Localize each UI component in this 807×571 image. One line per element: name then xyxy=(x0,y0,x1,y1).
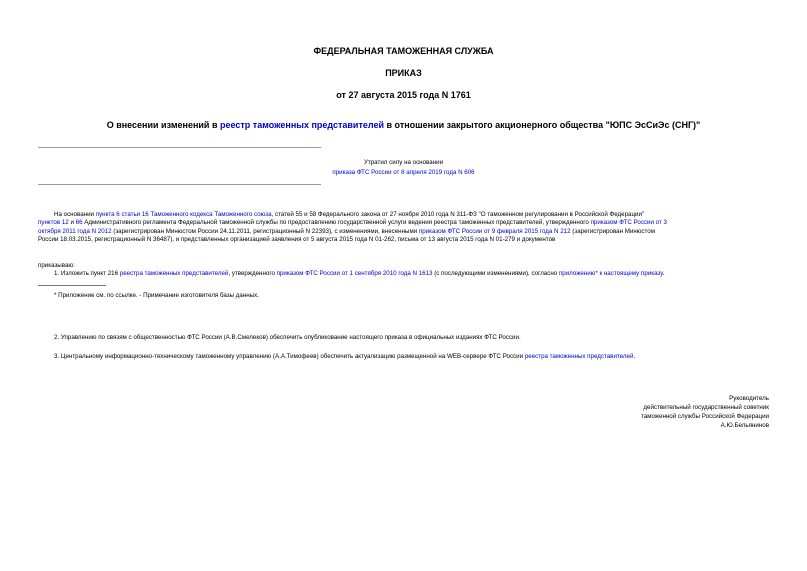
footnote: * Приложение см. по ссылке. - Примечание изготовителя базы данных. xyxy=(54,292,259,299)
item-1-text: . xyxy=(662,270,665,277)
basis-text: Административного регламента Федеральной таможенной службы по предоставлению государственной услуги ведения реестра таможенных представителей, утвержденного xyxy=(82,219,591,227)
divider-bottom xyxy=(38,184,321,185)
item-3 xyxy=(54,353,635,361)
agency-heading: ФЕДЕРАЛЬНАЯ ТАМОЖЕННАЯ СЛУЖБА xyxy=(313,46,494,56)
basis-text: На основании xyxy=(54,211,96,218)
item-1-text: (с последующими изменениями), согласно xyxy=(432,270,559,277)
title-suffix: в отношении закрытого акционерного общества "ЮПС ЭсСиЭс (СНГ)" xyxy=(384,120,701,130)
order-212-link[interactable]: приказом ФТС России от 9 февраля 2015 года N 212 xyxy=(418,227,571,235)
customs-code-link[interactable]: пункта 6 статьи 16 Таможенного кодекса Таможенного союза xyxy=(95,211,272,218)
basis-text: и xyxy=(68,219,76,227)
order-1613-link[interactable]: приказом ФТС России от 1 сентября 2010 года N 1613 xyxy=(276,270,433,277)
order-2012-link-cont[interactable]: октября 2011 года N 2012 xyxy=(38,227,112,235)
status-note-link-row xyxy=(0,169,807,177)
title-prefix: О внесении изменений в xyxy=(106,120,220,130)
item-1-text: 1. Изложить пункт 216 xyxy=(54,270,120,277)
item-3-text: 3. Центральному информационно-техническому таможенному управлению (А.А.Тимофеев) обеспечить актуализацию размещенной на WEB-сервере ФТС России xyxy=(54,353,525,360)
order-word: приказываю: xyxy=(38,262,75,269)
signature-rank-cont: таможенной службы Российской Федерации xyxy=(641,413,769,420)
signature-name: А.Ю.Бельянинов xyxy=(720,422,769,429)
document-title xyxy=(0,120,807,130)
item-1 xyxy=(54,270,664,278)
reglament-p12-link[interactable]: пунктов 12 xyxy=(38,219,69,227)
item-3-text: . xyxy=(633,353,636,360)
basis-text: (зарегистрирован Минюстом xyxy=(570,227,655,235)
signature-rank: действительный государственный советник xyxy=(643,404,769,411)
basis-line xyxy=(38,228,768,236)
footnote-divider xyxy=(38,285,106,286)
appendix-link[interactable]: приложению* к настоящему приказу xyxy=(558,270,663,277)
item-1-text: , утвержденного xyxy=(228,270,277,277)
basis-text: (зарегистрирован Минюстом России 24.11.2011, регистрационный N 22393), с изменениями, внесенными xyxy=(111,227,419,235)
doc-type-heading: ПРИКАЗ xyxy=(385,68,422,78)
repeal-order-link[interactable]: приказа ФТС России от 8 апреля 2019 года N 606 xyxy=(332,169,475,176)
date-number-heading: от 27 августа 2015 года N 1761 xyxy=(336,90,471,100)
basis-line xyxy=(38,211,768,219)
item-3-registry-link[interactable]: реестра таможенных представителей xyxy=(524,353,634,360)
divider-top xyxy=(38,147,321,148)
status-note-text: Утратил силу на основании xyxy=(363,159,444,166)
signature-block xyxy=(641,394,769,430)
reglament-p66-link[interactable]: 66 xyxy=(75,219,83,227)
basis-paragraph xyxy=(38,211,768,245)
signature-position: Руководитель xyxy=(729,395,769,402)
basis-text: , статей 55 и 58 Федерального закона от 27 ноября 2010 года N 311-ФЗ "О таможенном регулировании в Российской Федерации" xyxy=(271,211,645,218)
item-2: 2. Управлению по связям с общественностью ФТС России (А.В.Смелеков) обеспечить опубликование настоящего приказа в официальных изданиях ФТС России. xyxy=(54,334,521,341)
item-1-registry-link[interactable]: реестра таможенных представителей xyxy=(119,270,229,277)
basis-line: России 18.03.2015, регистрационный N 36487), и представленных организацией заявления от 5 августа 2015 года N 01-262, письма от 13 августа 2015 года N 01-279 и документов xyxy=(38,236,556,244)
title-registry-link[interactable]: реестр таможенных представителей xyxy=(219,120,385,130)
basis-line xyxy=(38,219,768,227)
order-2012-link[interactable]: приказом ФТС России от 3 xyxy=(590,219,667,227)
